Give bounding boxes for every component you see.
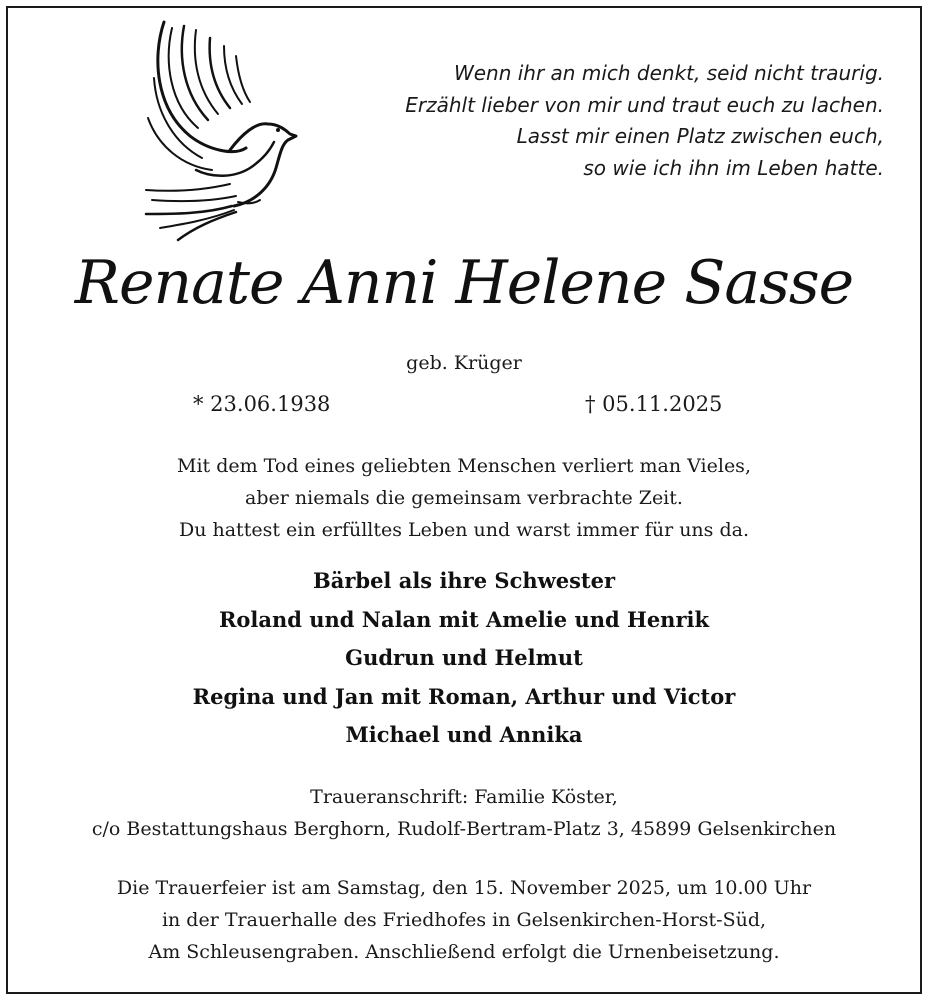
ceremony-line: in der Trauerhalle des Friedhofes in Gelsenkirchen-Horst-Süd, <box>161 909 767 931</box>
mourner: Roland und Nalan mit Amelie und Henrik <box>218 606 710 632</box>
address-line: Traueranschrift: Familie Köster, <box>310 786 618 808</box>
birth-date: * 23.06.1938 <box>193 392 331 416</box>
poem-line: Lasst mir einen Platz zwischen euch, <box>516 124 884 148</box>
dove-icon <box>138 18 303 242</box>
ceremony-line: Die Trauerfeier ist am Samstag, den 15. November 2025, um 10.00 Uhr <box>116 877 812 899</box>
message <box>0 450 928 546</box>
poem-line: Erzählt lieber von mir und traut euch zu lachen. <box>405 92 884 117</box>
mourner: Michael und Annika <box>345 722 583 747</box>
mourner: Regina und Jan mit Roman, Arthur und Victor <box>192 683 736 709</box>
mourner: Bärbel als ihre Schwester <box>312 568 616 593</box>
mourners-list <box>0 562 928 755</box>
mourner: Gudrun und Helmut <box>345 645 583 670</box>
death-date: † 05.11.2025 <box>585 392 723 416</box>
mourning-address <box>0 781 928 845</box>
poem <box>364 58 884 184</box>
message-line: aber niemals die gemeinsam verbrachte Zeit. <box>245 487 683 509</box>
deceased-name: Renate Anni Helene Sasse <box>74 248 854 318</box>
poem-line: so wie ich ihn im Leben hatte. <box>583 155 884 180</box>
ceremony-line: Am Schleusengraben. Anschließend erfolgt die Urnenbeisetzung. <box>148 941 780 963</box>
message-line: Mit dem Tod eines geliebten Menschen verliert man Vieles, <box>177 455 751 477</box>
maiden-name: geb. Krüger <box>406 352 522 374</box>
message-line: Du hattest ein erfülltes Leben und warst immer für uns da. <box>178 519 749 541</box>
ceremony-info <box>0 872 928 968</box>
address-line: c/o Bestattungshaus Berghorn, Rudolf-Bertram-Platz 3, 45899 Gelsenkirchen <box>91 818 837 840</box>
poem-line: Wenn ihr an mich denkt, seid nicht traurig. <box>453 61 884 85</box>
